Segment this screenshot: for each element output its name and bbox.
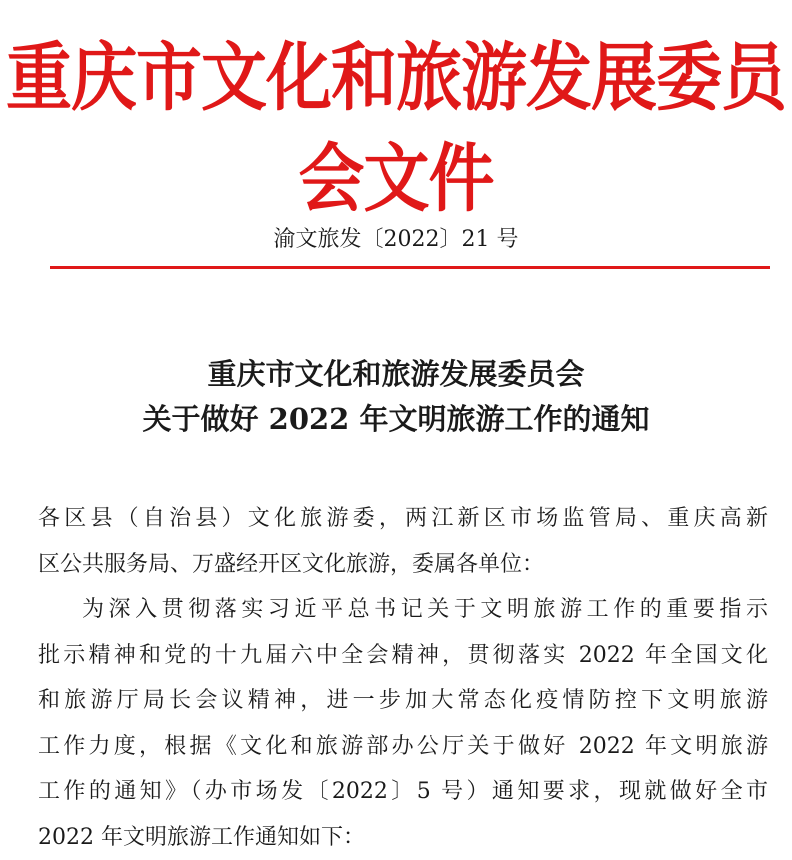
document-title-line-1: 重庆市文化和旅游发展委员会 [0, 352, 792, 396]
document-body [38, 496, 768, 860]
salutation-line-2: 区公共服务局、万盛经开区文化旅游，委属各单位： [38, 542, 768, 588]
document-number: 渝文旅发〔2022〕21 号 [0, 223, 792, 257]
paragraph-1-line-2: 批示精神和党的十九届六中全会精神，贯彻落实 2022 年全国文化 [38, 633, 768, 679]
paragraph-1-line-1: 为深入贯彻落实习近平总书记关于文明旅游工作的重要指示 [38, 587, 768, 633]
paragraph-1-line-5: 工作的通知》（办市场发〔2022〕5 号）通知要求，现就做好全市 [38, 769, 768, 815]
red-divider-rule [50, 266, 770, 269]
paragraph-1-line-3: 和旅游厅局长会议精神，进一步加大常态化疫情防控下文明旅游 [38, 678, 768, 724]
document-masthead: 重庆市文化和旅游发展委员会文件 [0, 28, 792, 230]
salutation-line-1: 各区县（自治县）文化旅游委，两江新区市场监管局、重庆高新 [38, 496, 768, 542]
paragraph-1-line-4: 工作力度，根据《文化和旅游部办公厅关于做好 2022 年文明旅游 [38, 724, 768, 770]
document-title-line-2: 关于做好 2022 年文明旅游工作的通知 [0, 397, 792, 441]
paragraph-1-line-6: 2022 年文明旅游工作通知如下： [38, 815, 768, 860]
